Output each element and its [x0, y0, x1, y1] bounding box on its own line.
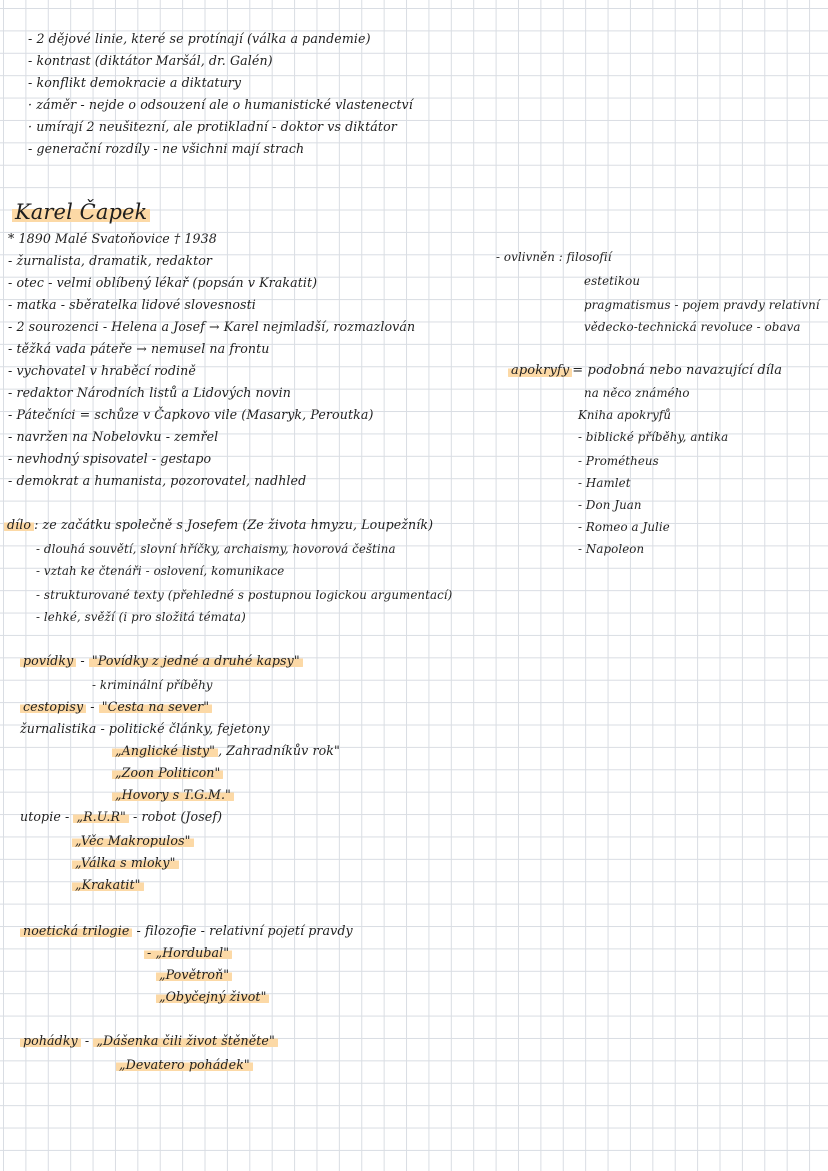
intro-line-1: - 2 dějové linie, které se protínají (válka a pandemie)	[28, 31, 371, 46]
pohadky-title: „Devatero pohádek"	[116, 1056, 253, 1074]
intro-line-4: · záměr - nejde o odsouzení ale o humanistické vlastenectví	[28, 97, 413, 112]
influence-item: vědecko-technická revoluce - obava	[584, 320, 801, 334]
apocrypha-item: - Don Juan	[578, 498, 642, 512]
zurnalistika-line: žurnalistika - politické články, fejetony	[20, 721, 270, 736]
influence-item: pragmatismus - pojem pravdy relativní	[584, 298, 820, 312]
apocrypha-book: Kniha apokryfů	[578, 408, 672, 422]
works-first-line: dílo : ze začátku společně s Josefem (Ze života hmyzu, Loupežník)	[4, 516, 433, 534]
intro-line-3: - konflikt demokracie a diktatury	[28, 75, 242, 90]
author-fact: - žurnalista, dramatik, redaktor	[8, 253, 213, 268]
noeticka-title: „Obyčejný život"	[156, 988, 269, 1006]
author-fact: - redaktor Národních listů a Lidových novin	[8, 385, 291, 400]
utopie-title: „Krakatit"	[72, 876, 144, 894]
noeticka-title: „Povětroň"	[156, 966, 232, 984]
works-item: - strukturované texty (přehledné s postupnou logickou argumentací)	[36, 588, 453, 602]
intro-line-6: - generační rozdíly - ne všichni mají strach	[28, 141, 305, 156]
intro-line-2: - kontrast (diktátor Maršál, dr. Galén)	[28, 53, 273, 68]
author-fact: - nevhodný spisovatel - gestapo	[8, 451, 212, 466]
author-fact: - demokrat a humanista, pozorovatel, nadhled	[8, 473, 307, 488]
author-fact: - navržen na Nobelovku - zemřel	[8, 429, 219, 444]
author-fact: - 2 sourozenci - Helena a Josef → Karel nejmladší, rozmazlován	[8, 319, 416, 334]
noeticka-line: noetická trilogie - filozofie - relativní pojetí pravdy	[20, 922, 353, 940]
zurnalistika-title: „Anglické listy" , Zahradníkův rok"	[112, 742, 340, 760]
utopie-title: „Věc Makropulos"	[72, 832, 194, 850]
author-fact: - otec - velmi oblíbený lékař (popsán v Krakatit)	[8, 275, 318, 290]
author-fact: - Pátečníci = schůze v Čapkovo vile (Masaryk, Peroutka)	[8, 407, 374, 422]
influences-label: - ovlivněn : filosofií	[496, 250, 612, 264]
apocrypha-item: - Hamlet	[578, 476, 631, 490]
influence-item: estetikou	[584, 274, 641, 288]
povidky-note: - kriminální příběhy	[92, 678, 213, 692]
author-fact: - těžká vada páteře → nemusel na frontu	[8, 341, 270, 356]
cestopisy-line: cestopisy - "Cesta na sever"	[20, 698, 212, 716]
author-born: * 1890 Malé Svatoňovice † 1938	[8, 231, 217, 246]
intro-line-5: · umírají 2 neušitezní, ale protikladní - doktor vs diktátor	[28, 119, 397, 134]
utopie-title: „Válka s mloky"	[72, 854, 179, 872]
noeticka-title: - „Hordubal"	[144, 944, 232, 962]
author-fact: - vychovatel v hraběcí rodině	[8, 363, 196, 378]
pohadky-line: pohádky - „Dášenka čili život štěněte"	[20, 1032, 278, 1050]
works-item: - dlouhá souvětí, slovní hříčky, archaismy, hovorová čeština	[36, 542, 396, 556]
apocrypha-heading: apokryfy = podobná nebo navazující díla	[508, 362, 782, 380]
povidky-line: povídky - "Povídky z jedné a druhé kapsy"	[20, 652, 303, 670]
works-item: - lehké, svěží (i pro složitá témata)	[36, 610, 246, 624]
zurnalistika-title: „Hovory s T.G.M."	[112, 786, 234, 804]
apocrypha-item: - Prométheus	[578, 454, 659, 468]
works-item: - vztah ke čtenáři - oslovení, komunikace	[36, 564, 285, 578]
utopie-line: utopie - „R.U.R" - robot (Josef)	[20, 809, 223, 824]
apocrypha-item: - biblické příběhy, antika	[578, 430, 729, 444]
apocrypha-definition-cont: na něco známého	[584, 386, 690, 400]
zurnalistika-title: „Zoon Politicon"	[112, 764, 223, 782]
apocrypha-item: - Romeo a Julie	[578, 520, 670, 534]
apocrypha-item: - Napoleon	[578, 542, 645, 556]
author-heading: Karel Čapek	[12, 198, 150, 226]
author-fact: - matka - sběratelka lidové slovesnosti	[8, 297, 256, 312]
